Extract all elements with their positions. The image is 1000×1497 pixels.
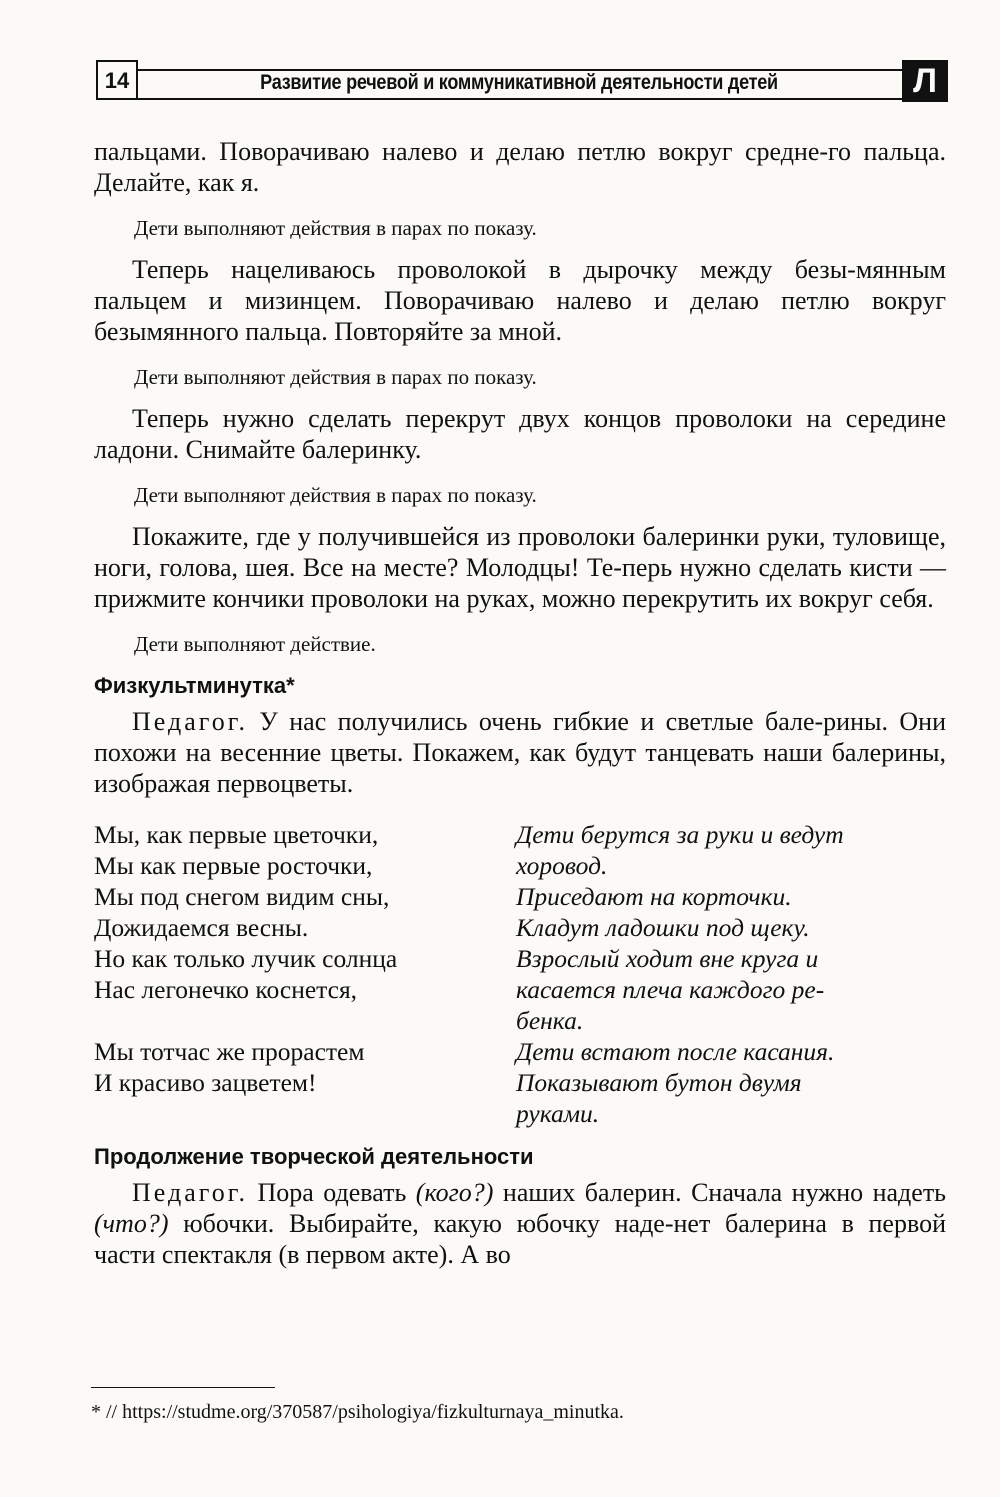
action-line: руками. — [516, 1099, 600, 1128]
poem-actions — [516, 819, 946, 1129]
publisher-logo: Л — [902, 60, 948, 102]
question-kogo: (кого?) — [415, 1178, 494, 1207]
action-line: бенка. — [516, 1006, 584, 1035]
paragraph-5-text: У нас получились очень гибкие и светлые бале-рины. Они похожи на весенние цветы. Покажем, как будут танцевать наши балерины, изображая первоцветы. — [94, 707, 946, 798]
paragraph-4: Покажите, где у получившейся из проволоки балеринки руки, туловище, ноги, голова, шея. Все на месте? Молодцы! Те-перь нужно сделать кисти — прижмите кончики проволоки на руках, можно перекрутить их вокруг себя. — [94, 522, 946, 613]
running-title: Развитие речевой и коммуникативной деятельности детей — [260, 71, 778, 94]
poem-line: Мы тотчас же прорастем — [94, 1037, 365, 1066]
action-line: Кладут ладошки под щеку. — [516, 913, 810, 942]
poem-line: Мы под снегом видим сны, — [94, 882, 390, 911]
paragraph-6 — [94, 1177, 946, 1270]
section-heading-continuation: Продолжение творческой деятельности — [94, 1144, 534, 1169]
speaker-label: Педагог. — [132, 1178, 248, 1207]
footnote-rule — [91, 1387, 275, 1388]
stage-direction-2: Дети выполняют действия в парах по показу. — [134, 365, 537, 389]
paragraph-6-text: юбочки. Выбирайте, какую юбочку наде-нет балерина в первой части спектакля (в первом акте). А во — [94, 1209, 946, 1269]
page-number: 14 — [96, 60, 138, 100]
paragraph-2: Теперь нацеливаюсь проволокой в дырочку между безы-мянным пальцем и мизинцем. Поворачиваю налево и делаю петлю вокруг безымянного пальца. Повторяйте за мной. — [94, 255, 946, 346]
stage-direction-1: Дети выполняют действия в парах по показу. — [134, 216, 537, 240]
poem-text — [94, 819, 516, 1129]
poem-line: И красиво зацветем! — [94, 1068, 317, 1097]
footnote: * // https://studme.org/370587/psihologiya/fizkulturnaya_minutka. — [91, 1401, 624, 1423]
poem-line: Нас легонечко коснется, — [94, 975, 358, 1004]
page-header — [96, 60, 948, 102]
paragraph-3: Теперь нужно сделать перекрут двух концов проволоки на середине ладони. Снимайте балеринку. — [94, 404, 946, 464]
action-line: Дети встают после касания. — [516, 1037, 835, 1066]
poem-spacer — [94, 1005, 516, 1036]
stage-direction-4: Дети выполняют действие. — [134, 632, 376, 656]
action-line: касается плеча каждого ре- — [516, 975, 825, 1004]
paragraph-6-text: наших балерин. Сначала нужно надеть — [502, 1178, 947, 1207]
action-line: хоровод. — [516, 851, 608, 880]
paragraph-1: пальцами. Поворачиваю налево и делаю петлю вокруг средне-го пальца. Делайте, как я. — [94, 137, 946, 197]
speaker-label: Педагог. — [132, 707, 248, 736]
paragraph-5 — [94, 706, 946, 799]
poem-block — [94, 819, 946, 1129]
action-line: Взрослый ходит вне круга и — [516, 944, 819, 973]
action-line: Показывают бутон двумя — [516, 1068, 802, 1097]
poem-line: Дожидаемся весны. — [94, 913, 309, 942]
question-chto: (что?) — [94, 1209, 169, 1238]
poem-line: Мы как первые росточки, — [94, 851, 373, 880]
action-line: Приседают на корточки. — [516, 882, 792, 911]
action-line: Дети берутся за руки и ведут — [516, 820, 844, 849]
poem-line: Мы, как первые цветочки, — [94, 820, 379, 849]
section-heading-fizkultminutka: Физкультминутка* — [94, 673, 295, 698]
page-content — [94, 136, 946, 1270]
stage-direction-3: Дети выполняют действия в парах по показу. — [134, 483, 537, 507]
poem-line: Но как только лучик солнца — [94, 944, 398, 973]
paragraph-6-text: Пора одевать — [257, 1178, 407, 1207]
